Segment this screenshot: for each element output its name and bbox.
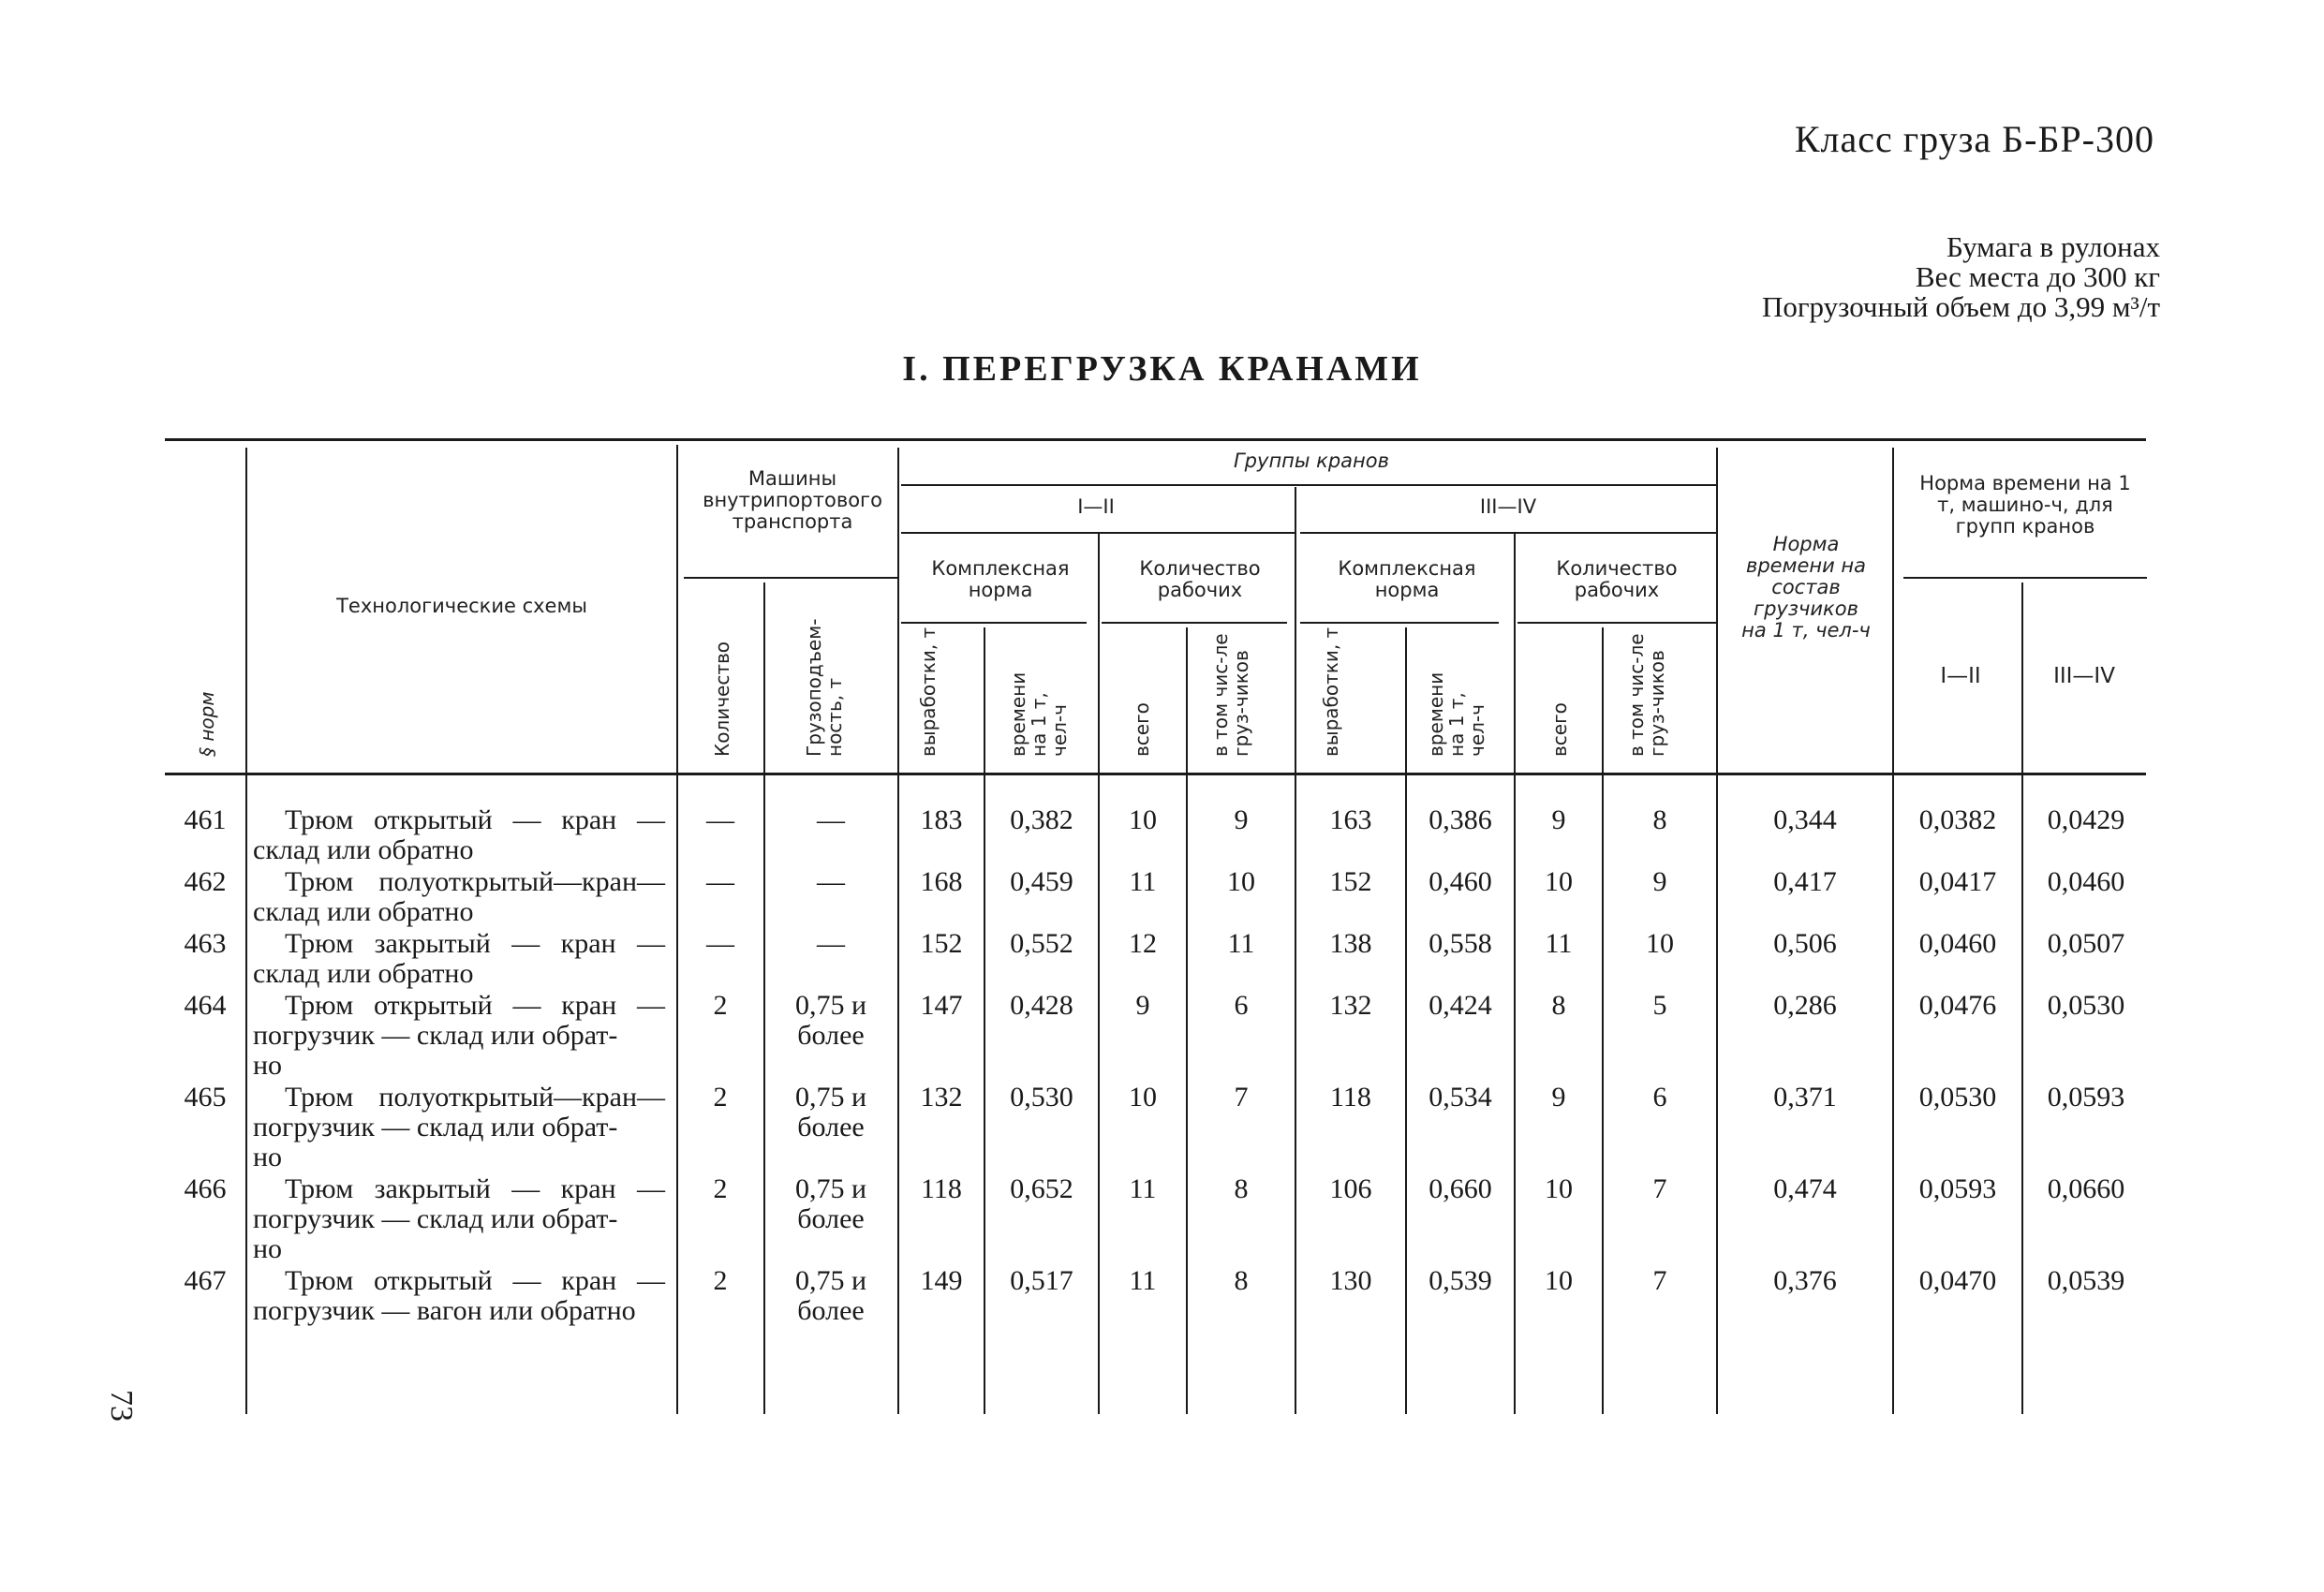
cell-scheme <box>253 867 665 927</box>
cell-n12: 0,0593 <box>1918 1173 1997 1204</box>
cell-w1: 12 <box>1129 928 1157 959</box>
header-norm-no: § норм <box>196 691 218 757</box>
cell-norm-no: 464 <box>184 990 227 1021</box>
cell-n12: 0,0382 <box>1918 804 1997 835</box>
cell-machines-cap: 0,75 и <box>794 1173 867 1204</box>
cell-o1: 149 <box>920 1265 963 1296</box>
header-workers-qty-2: Количество рабочих <box>1556 557 1678 601</box>
header-loaders-2: в том чис-ле груз-чиков <box>1625 633 1668 757</box>
cell-g2: 7 <box>1652 1173 1667 1204</box>
header-group-1-2: I—II <box>1077 495 1115 518</box>
header-machines-capacity: Грузоподъем-ность, т <box>803 618 846 757</box>
cell-g1: 8 <box>1234 1265 1249 1296</box>
scheme-line: Трюм закрытый — кран — <box>285 1173 665 1204</box>
cell-machines-cap: — <box>817 866 845 897</box>
cell-w2: 9 <box>1551 804 1566 835</box>
cell-n34: 0,0593 <box>2047 1082 2125 1113</box>
cell-o2: 152 <box>1329 866 1372 897</box>
scheme-line: но <box>253 1050 283 1081</box>
cell-scheme <box>253 991 665 1081</box>
scheme-line: Трюм закрытый — кран — <box>285 928 665 959</box>
header-norm-loaders: Норма времени на состав грузчиков на 1 т, чел-ч <box>1741 533 1871 641</box>
cell-o1: 147 <box>920 990 963 1021</box>
cell-o1: 132 <box>920 1082 963 1113</box>
cargo-info-line: Бумага в рулонах <box>1947 230 2160 263</box>
cell-w2: 10 <box>1545 1265 1573 1296</box>
cell-nl: 0,344 <box>1773 804 1837 835</box>
cell-g2: 9 <box>1652 866 1667 897</box>
header-norm-time-1-2: I—II <box>1940 664 1981 688</box>
cell-machines-qty: 2 <box>713 1082 728 1113</box>
cell-machines-cap: — <box>817 804 845 835</box>
cell-g2: 6 <box>1652 1082 1667 1113</box>
cell-g2: 8 <box>1652 804 1667 835</box>
cell-w1: 10 <box>1129 804 1157 835</box>
cell-n12: 0,0460 <box>1918 928 1997 959</box>
cell-t1: 0,517 <box>1010 1265 1073 1296</box>
cell-g1: 10 <box>1227 866 1255 897</box>
cell-machines-cap: 0,75 и <box>794 990 867 1021</box>
scheme-line: погрузчик — вагон или обратно <box>253 1295 636 1326</box>
cell-w1: 11 <box>1129 1265 1157 1296</box>
cell-machines-qty: — <box>706 804 734 835</box>
header-group-3-4: III—IV <box>1479 495 1537 518</box>
cell-t1: 0,459 <box>1010 866 1073 897</box>
cell-nl: 0,371 <box>1773 1082 1837 1113</box>
cargo-info-line: Погрузочный объем до 3,99 м³/т <box>1761 290 2160 323</box>
scheme-line: Трюм открытый — кран — <box>285 1265 665 1296</box>
header-schemes: Технологические схемы <box>336 595 587 617</box>
cell-norm-no: 461 <box>184 804 227 835</box>
header-crane-groups: Группы кранов <box>1233 450 1389 472</box>
cell-o2: 106 <box>1329 1173 1372 1204</box>
cell-t1: 0,552 <box>1010 928 1073 959</box>
cell-nl: 0,286 <box>1773 990 1837 1021</box>
cell-machines-qty: — <box>706 866 734 897</box>
cell-w2: 10 <box>1545 1173 1573 1204</box>
cell-w1: 11 <box>1129 866 1157 897</box>
header-total-1: всего <box>1131 702 1153 757</box>
scheme-line: погрузчик — склад или обрат- <box>253 1112 618 1142</box>
scheme-line: Трюм открытый — кран — <box>285 804 665 835</box>
scheme-line: склад или обратно <box>253 958 474 989</box>
cell-n12: 0,0530 <box>1918 1082 1997 1113</box>
scheme-line: Трюм полуоткрытый—кран— <box>285 866 665 897</box>
section-title: I. ПЕРЕГРУЗКА КРАНАМИ <box>902 349 1422 389</box>
cell-t1: 0,428 <box>1010 990 1073 1021</box>
cell-w2: 10 <box>1545 866 1573 897</box>
cell-nl: 0,474 <box>1773 1173 1837 1204</box>
cell-scheme <box>253 1174 665 1264</box>
cell-o2: 132 <box>1329 990 1372 1021</box>
scheme-line: Трюм полуоткрытый—кран— <box>285 1082 665 1113</box>
header-norm-time: Норма времени на 1 т, машино-ч, для групп кранов <box>1919 472 2131 538</box>
cell-o2: 138 <box>1329 928 1372 959</box>
cell-machines-cap2: более <box>797 1295 865 1326</box>
cell-o2: 163 <box>1329 804 1372 835</box>
cell-o1: 152 <box>920 928 963 959</box>
cargo-class: Класс груза Б-БР-300 <box>1794 118 2154 160</box>
cell-machines-cap: 0,75 и <box>794 1265 867 1296</box>
cell-g1: 6 <box>1234 990 1249 1021</box>
cell-t2: 0,424 <box>1428 990 1492 1021</box>
cell-g1: 9 <box>1234 804 1249 835</box>
cell-n34: 0,0507 <box>2047 928 2125 959</box>
cell-norm-no: 463 <box>184 928 227 959</box>
header-norm-time-3-4: III—IV <box>2053 664 2115 688</box>
scheme-line: Трюм открытый — кран — <box>285 990 665 1021</box>
cell-n34: 0,0660 <box>2047 1173 2125 1204</box>
cell-t2: 0,539 <box>1428 1265 1492 1296</box>
cell-n12: 0,0417 <box>1918 866 1997 897</box>
scheme-line: но <box>253 1233 283 1264</box>
cargo-info <box>1762 232 2160 322</box>
header-total-2: всего <box>1548 702 1571 757</box>
cell-nl: 0,417 <box>1773 866 1837 897</box>
cell-w2: 11 <box>1545 928 1573 959</box>
cell-o2: 118 <box>1330 1082 1371 1113</box>
cell-scheme <box>253 929 665 989</box>
cell-machines-cap2: более <box>797 1203 865 1234</box>
cargo-info-line: Вес места до 300 кг <box>1915 260 2160 293</box>
header-machines-qty: Количество <box>711 641 733 757</box>
cell-w1: 11 <box>1129 1173 1157 1204</box>
cell-machines-cap: 0,75 и <box>794 1082 867 1113</box>
cell-t2: 0,558 <box>1428 928 1492 959</box>
cell-g2: 10 <box>1646 928 1674 959</box>
cell-nl: 0,506 <box>1773 928 1837 959</box>
cell-t1: 0,652 <box>1010 1173 1073 1204</box>
cell-t2: 0,386 <box>1428 804 1492 835</box>
cell-g2: 7 <box>1652 1265 1667 1296</box>
header-time-2: времени на 1 т, чел-ч <box>1425 671 1488 757</box>
cell-machines-cap2: более <box>797 1112 865 1142</box>
page-number: 73 <box>104 1390 139 1422</box>
cell-n12: 0,0470 <box>1918 1265 1997 1296</box>
scheme-line: погрузчик — склад или обрат- <box>253 1203 618 1234</box>
scheme-line: склад или обратно <box>253 896 474 927</box>
cell-w2: 8 <box>1551 990 1566 1021</box>
cell-n34: 0,0539 <box>2047 1265 2125 1296</box>
cell-g1: 11 <box>1227 928 1255 959</box>
cell-g2: 5 <box>1652 990 1667 1021</box>
cell-o1: 118 <box>921 1173 962 1204</box>
cell-scheme <box>253 1083 665 1172</box>
cell-g1: 8 <box>1234 1173 1249 1204</box>
cell-machines-cap: — <box>817 928 845 959</box>
scheme-line: склад или обратно <box>253 834 474 865</box>
cell-t2: 0,660 <box>1428 1173 1492 1204</box>
header-output-2: выработки, т <box>1320 626 1342 757</box>
cell-t2: 0,534 <box>1428 1082 1492 1113</box>
cell-scheme <box>253 805 665 865</box>
cell-n12: 0,0476 <box>1918 990 1997 1021</box>
header-workers-qty-1: Количество рабочих <box>1139 557 1261 601</box>
cell-norm-no: 462 <box>184 866 227 897</box>
scheme-line: но <box>253 1142 283 1172</box>
cell-t1: 0,530 <box>1010 1082 1073 1113</box>
cell-t1: 0,382 <box>1010 804 1073 835</box>
header-complex-norm-2: Комплексная норма <box>1338 557 1476 601</box>
cell-w2: 9 <box>1551 1082 1566 1113</box>
scheme-line: погрузчик — склад или обрат- <box>253 1020 618 1051</box>
cell-machines-qty: — <box>706 928 734 959</box>
cell-machines-cap2: более <box>797 1020 865 1051</box>
cell-n34: 0,0530 <box>2047 990 2125 1021</box>
cell-w1: 9 <box>1135 990 1150 1021</box>
header-complex-norm-1: Комплексная норма <box>931 557 1070 601</box>
cell-machines-qty: 2 <box>713 1173 728 1204</box>
cell-n34: 0,0460 <box>2047 866 2125 897</box>
cell-o1: 183 <box>920 804 963 835</box>
cell-w1: 10 <box>1129 1082 1157 1113</box>
cell-t2: 0,460 <box>1428 866 1492 897</box>
cell-nl: 0,376 <box>1773 1265 1837 1296</box>
cell-n34: 0,0429 <box>2047 804 2125 835</box>
cell-machines-qty: 2 <box>713 990 728 1021</box>
header-time-1: времени на 1 т, чел-ч <box>1007 671 1071 757</box>
header-machines: Машины внутрипортового транспорта <box>703 467 882 533</box>
cell-o1: 168 <box>920 866 963 897</box>
cell-scheme <box>253 1266 665 1326</box>
cell-norm-no: 466 <box>184 1173 227 1204</box>
header-loaders-1: в том чис-ле груз-чиков <box>1209 633 1252 757</box>
cell-g1: 7 <box>1234 1082 1249 1113</box>
cell-norm-no: 467 <box>184 1265 227 1296</box>
cell-o2: 130 <box>1329 1265 1372 1296</box>
cell-norm-no: 465 <box>184 1082 227 1113</box>
cell-machines-qty: 2 <box>713 1265 728 1296</box>
header-output-1: выработки, т <box>917 626 940 757</box>
